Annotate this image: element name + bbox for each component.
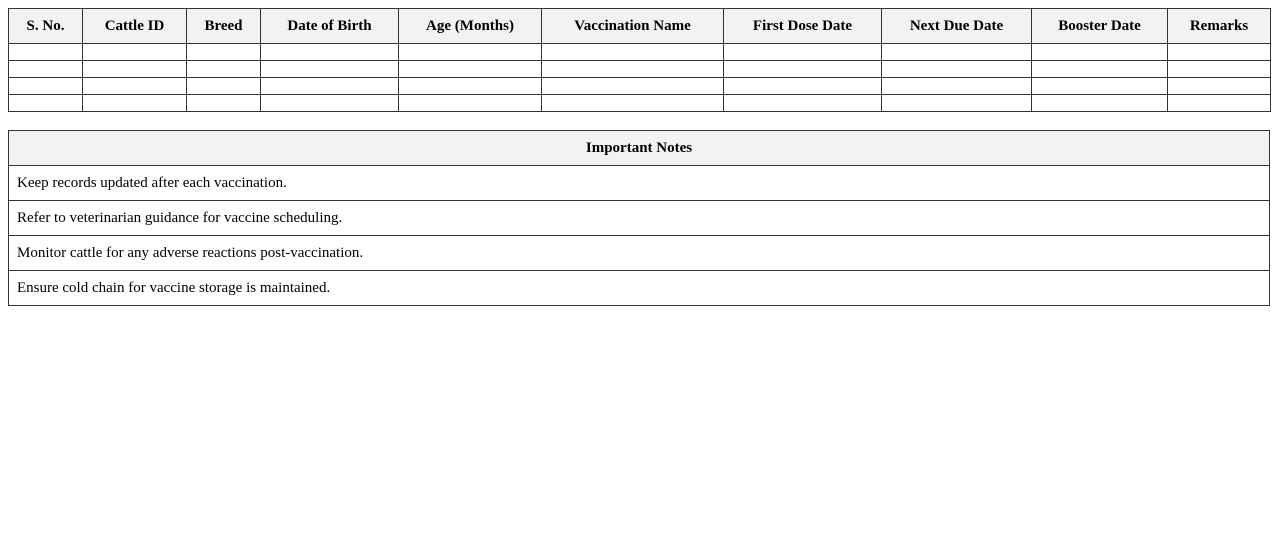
note-item: Refer to veterinarian guidance for vaccine scheduling. <box>9 201 1270 236</box>
cell-cattle-id[interactable] <box>83 78 187 95</box>
cell-first-dose-date[interactable] <box>724 61 882 78</box>
cell-age-months[interactable] <box>399 78 542 95</box>
note-item: Ensure cold chain for vaccine storage is maintained. <box>9 271 1270 306</box>
note-row <box>9 271 1270 306</box>
cell-date-of-birth[interactable] <box>261 78 399 95</box>
cell-vaccination-name[interactable] <box>542 61 724 78</box>
note-item: Keep records updated after each vaccination. <box>9 166 1270 201</box>
cell-vaccination-name[interactable] <box>542 95 724 112</box>
cell-first-dose-date[interactable] <box>724 95 882 112</box>
cell-booster-date[interactable] <box>1032 44 1168 61</box>
cell-serial-number[interactable] <box>9 78 83 95</box>
cell-first-dose-date[interactable] <box>724 78 882 95</box>
cell-next-due-date[interactable] <box>882 78 1032 95</box>
cell-remarks[interactable] <box>1168 61 1271 78</box>
notes-header-row <box>9 131 1270 166</box>
header-cattle-id: Cattle ID <box>83 9 187 44</box>
header-breed: Breed <box>187 9 261 44</box>
cell-remarks[interactable] <box>1168 78 1271 95</box>
cell-age-months[interactable] <box>399 44 542 61</box>
header-first-dose-date: First Dose Date <box>724 9 882 44</box>
table-row <box>9 44 1271 61</box>
cell-booster-date[interactable] <box>1032 95 1168 112</box>
cell-age-months[interactable] <box>399 95 542 112</box>
cell-remarks[interactable] <box>1168 44 1271 61</box>
cell-first-dose-date[interactable] <box>724 44 882 61</box>
note-row <box>9 236 1270 271</box>
header-vaccination-name: Vaccination Name <box>542 9 724 44</box>
header-remarks: Remarks <box>1168 9 1271 44</box>
cell-breed[interactable] <box>187 78 261 95</box>
note-item: Monitor cattle for any adverse reactions post-vaccination. <box>9 236 1270 271</box>
cell-serial-number[interactable] <box>9 61 83 78</box>
cell-date-of-birth[interactable] <box>261 95 399 112</box>
page-content <box>8 8 1270 306</box>
cell-cattle-id[interactable] <box>83 61 187 78</box>
cell-breed[interactable] <box>187 44 261 61</box>
note-row <box>9 201 1270 236</box>
vaccination-record-table <box>8 8 1271 112</box>
cell-breed[interactable] <box>187 95 261 112</box>
cell-breed[interactable] <box>187 61 261 78</box>
header-next-due-date: Next Due Date <box>882 9 1032 44</box>
cell-next-due-date[interactable] <box>882 95 1032 112</box>
cell-remarks[interactable] <box>1168 95 1271 112</box>
cell-date-of-birth[interactable] <box>261 44 399 61</box>
cell-date-of-birth[interactable] <box>261 61 399 78</box>
header-serial-number: S. No. <box>9 9 83 44</box>
cell-serial-number[interactable] <box>9 44 83 61</box>
cell-vaccination-name[interactable] <box>542 44 724 61</box>
cell-cattle-id[interactable] <box>83 44 187 61</box>
table-header-row <box>9 9 1271 44</box>
table-row <box>9 61 1271 78</box>
cell-serial-number[interactable] <box>9 95 83 112</box>
cell-next-due-date[interactable] <box>882 44 1032 61</box>
header-booster-date: Booster Date <box>1032 9 1168 44</box>
table-row <box>9 78 1271 95</box>
note-row <box>9 166 1270 201</box>
header-age-months: Age (Months) <box>399 9 542 44</box>
cell-booster-date[interactable] <box>1032 78 1168 95</box>
cell-booster-date[interactable] <box>1032 61 1168 78</box>
cell-next-due-date[interactable] <box>882 61 1032 78</box>
header-date-of-birth: Date of Birth <box>261 9 399 44</box>
notes-title: Important Notes <box>9 131 1270 166</box>
cell-vaccination-name[interactable] <box>542 78 724 95</box>
cell-cattle-id[interactable] <box>83 95 187 112</box>
table-row <box>9 95 1271 112</box>
cell-age-months[interactable] <box>399 61 542 78</box>
important-notes-table <box>8 130 1270 306</box>
